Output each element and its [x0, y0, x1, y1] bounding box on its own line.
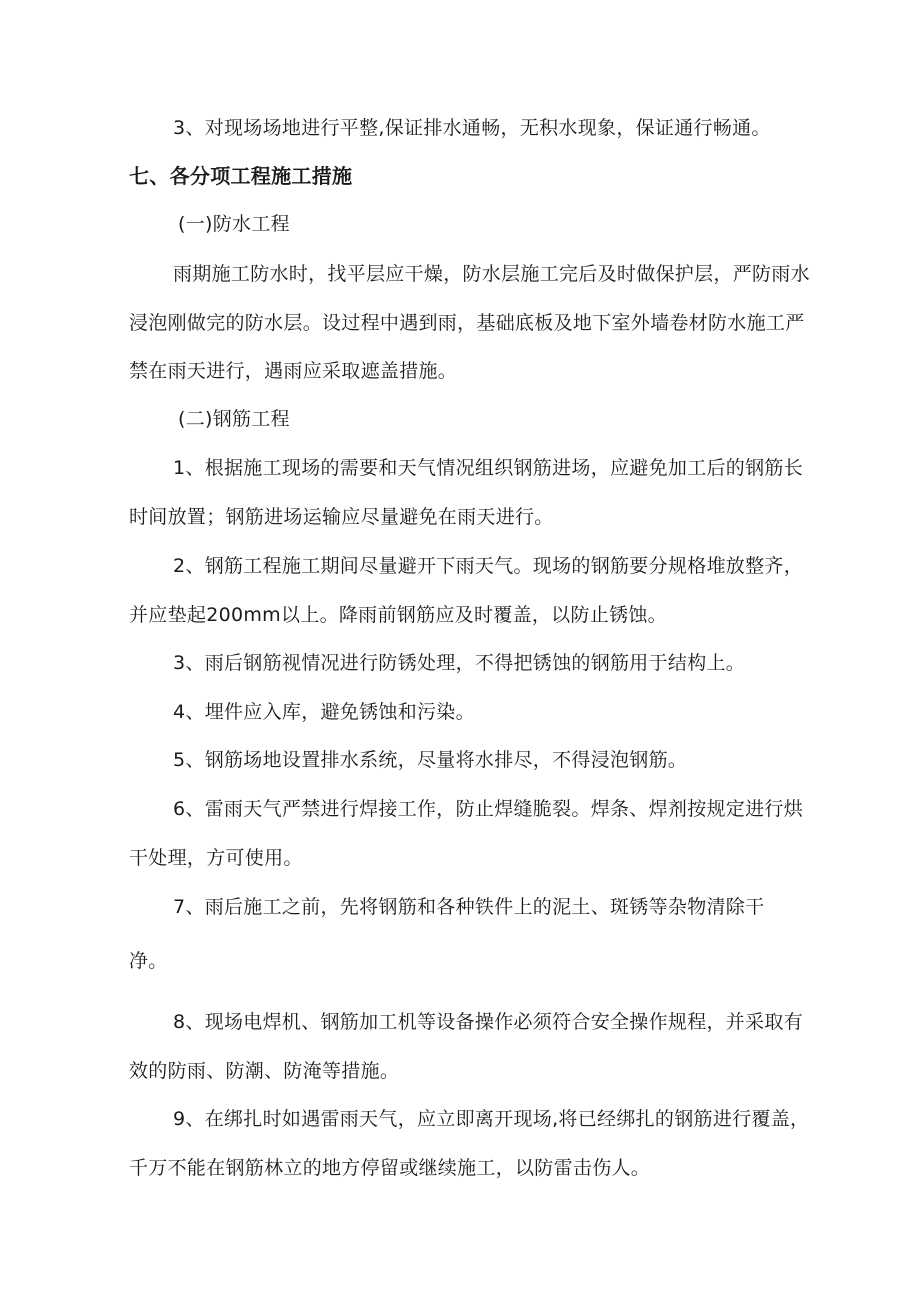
para-line: 干处理，方可使用。: [129, 847, 303, 869]
para-line: 并应垫起200mm以上。降雨前钢筋应及时覆盖，以防止锈蚀。: [129, 604, 667, 626]
para-line: 9、在绑扎时如遇雷雨天气，应立即离开现场,将已经绑扎的钢筋进行覆盖，: [173, 1108, 810, 1130]
subsection-heading: (二)钢筋工程: [178, 408, 290, 430]
para-line: 1、根据施工现场的需要和天气情况组织钢筋进场，应避免加工后的钢筋长: [173, 457, 803, 479]
para-line: 6、雷雨天气严禁进行焊接工作，防止焊缝脆裂。焊条、焊剂按规定进行烘: [173, 798, 803, 820]
para-line: 禁在雨天进行，遇雨应采取遮盖措施。: [129, 360, 458, 382]
para-line: 5、钢筋场地设置排水系统，尽量将水排尽，不得浸泡钢筋。: [173, 749, 688, 771]
para-line: 效的防雨、防潮、防淹等措施。: [129, 1060, 400, 1082]
para-line: 2、钢筋工程施工期间尽量避开下雨天气。现场的钢筋要分规格堆放整齐，: [173, 555, 803, 577]
para-line: 时间放置；钢筋进场运输应尽量避免在雨天进行。: [129, 506, 554, 528]
para-line: 雨期施工防水时，找平层应干燥，防水层施工完后及时做保护层，严防雨水: [173, 263, 810, 285]
para-line: 千万不能在钢筋林立的地方停留或继续施工，以防雷击伤人。: [129, 1157, 651, 1179]
subsection-heading: (一)防水工程: [178, 213, 290, 235]
para-line: 3、对现场场地进行平整,保证排水通畅，无积水现象，保证通行畅通。: [173, 117, 771, 139]
section-heading: 七、各分项工程施工措施: [129, 164, 353, 188]
para-line: 7、雨后施工之前，先将钢筋和各种铁件上的泥土、斑锈等杂物清除干: [173, 896, 765, 918]
para-line: 4、埋件应入库，避免锈蚀和污染。: [173, 701, 475, 723]
para-line: 3、雨后钢筋视情况进行防锈处理，不得把锈蚀的钢筋用于结构上。: [173, 652, 746, 674]
para-line: 浸泡刚做完的防水层。设过程中遇到雨，基础底板及地下室外墙卷材防水施工严: [129, 312, 805, 334]
para-line: 净。: [129, 950, 168, 972]
para-line: 8、现场电焊机、钢筋加工机等设备操作必须符合安全操作规程，并采取有: [173, 1011, 803, 1033]
